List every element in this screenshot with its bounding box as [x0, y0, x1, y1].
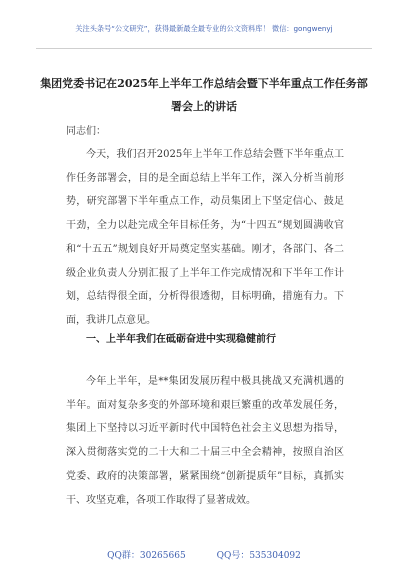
footer-qq-group: QQ群：30265665 — [107, 551, 186, 561]
footer-qq-number: QQ号：535304092 — [216, 551, 301, 561]
salutation: 同志们： — [66, 126, 106, 137]
header-divider — [36, 48, 372, 49]
section-heading: 一、上半年我们在砥砺奋进中实现稳健前行 — [86, 334, 276, 345]
footer-contact — [0, 548, 408, 561]
header-banner: 关注头条号“公文研究”，获得最新最全最专业的公文资料库！ 微信：gongwenyj — [75, 24, 333, 33]
document-title: 集团党委书记在2025年上半年工作总结会暨下半年重点工作任务部署会上的讲话 — [40, 77, 368, 113]
body-paragraph-1: 今天，我们召开2025年上半年工作总结会暨下半年重点工作任务部署会，目的是全面总结上半年工作，深入分析当前形势，研究部署下半年重点工作，动员集团上下坚定信心、鼓足干劲，全力以赴完成全年目标任务，为“十四五”规划圆满收官和“十五五”规划良好开局奠定坚实基础。刚才，各部门、各二级企业负责人分别汇报了上半年工作完成情况和下半年工作计划，总结得很全面，分析得很透彻，目标明确，措施有力。下面，我讲几点意见。 — [66, 149, 344, 326]
body-paragraph-2: 今年上半年，是**集团发展历程中极具挑战又充满机遇的半年。面对复杂多变的外部环境和艰巨繁重的改革发展任务，集团上下坚持以习近平新时代中国特色社会主义思想为指导，深入贯彻落实党的二十大和二十届三中全会精神，按照自治区党委、政府的决策部署，紧紧围绕“创新提质年”目标，真抓实干、攻坚克难，各项工作取得了显著成效。 — [66, 376, 344, 506]
